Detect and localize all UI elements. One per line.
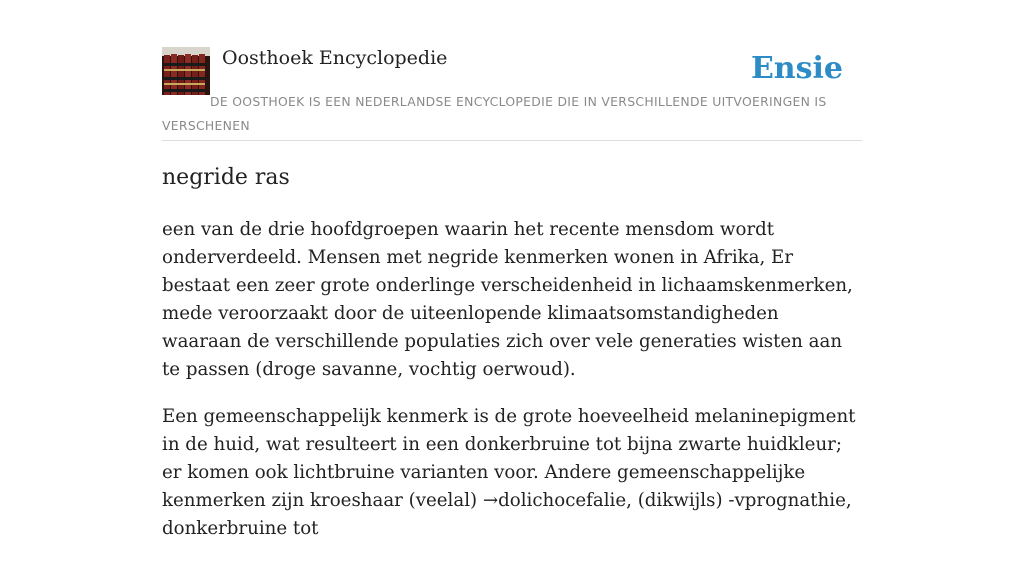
page-title: negride ras [162, 165, 290, 190]
article-paragraph-1: een van de drie hoofdgroepen waarin het recente mensdom wordt onderverdeeld. Mensen met negride kenmerken wonen in Afrika, Er bestaat een zeer grote onderlinge verscheidenheid in lichaamskenmerken, mede veroorzaakt door de uiteenlopende klimaatsomstandigheden waaraan de verschillende populaties zich over vele generaties wisten aan te passen (droge savanne, vochtig oerwoud). [162, 219, 853, 380]
book-spines-icon [162, 47, 210, 95]
article-paragraph-2: Een gemeenschappelijk kenmerk is de grote hoeveelheid melaninepigment in de huid, wat resulteert in een donkerbruine tot bijna zwarte huidkleur; er komen ook lichtbruine varianten voor. Andere gemeenschappelijke kenmerken zijn kroeshaar (veelal) →dolichocefalie, (dikwijls) -vprognathie, donkerbruine tot [162, 406, 856, 539]
site-header [162, 46, 862, 141]
site-tagline: DE OOSTHOEK IS EEN NEDERLANDSE ENCYCLOPEDIE DIE IN VERSCHILLENDE UITVOERINGEN IS VERSCHENEN [162, 94, 827, 133]
article-body [162, 216, 862, 562]
brand-logo[interactable]: Ensie [750, 51, 843, 86]
site-name[interactable]: Oosthoek Encyclopedie [222, 47, 448, 69]
avatar[interactable] [162, 47, 210, 95]
